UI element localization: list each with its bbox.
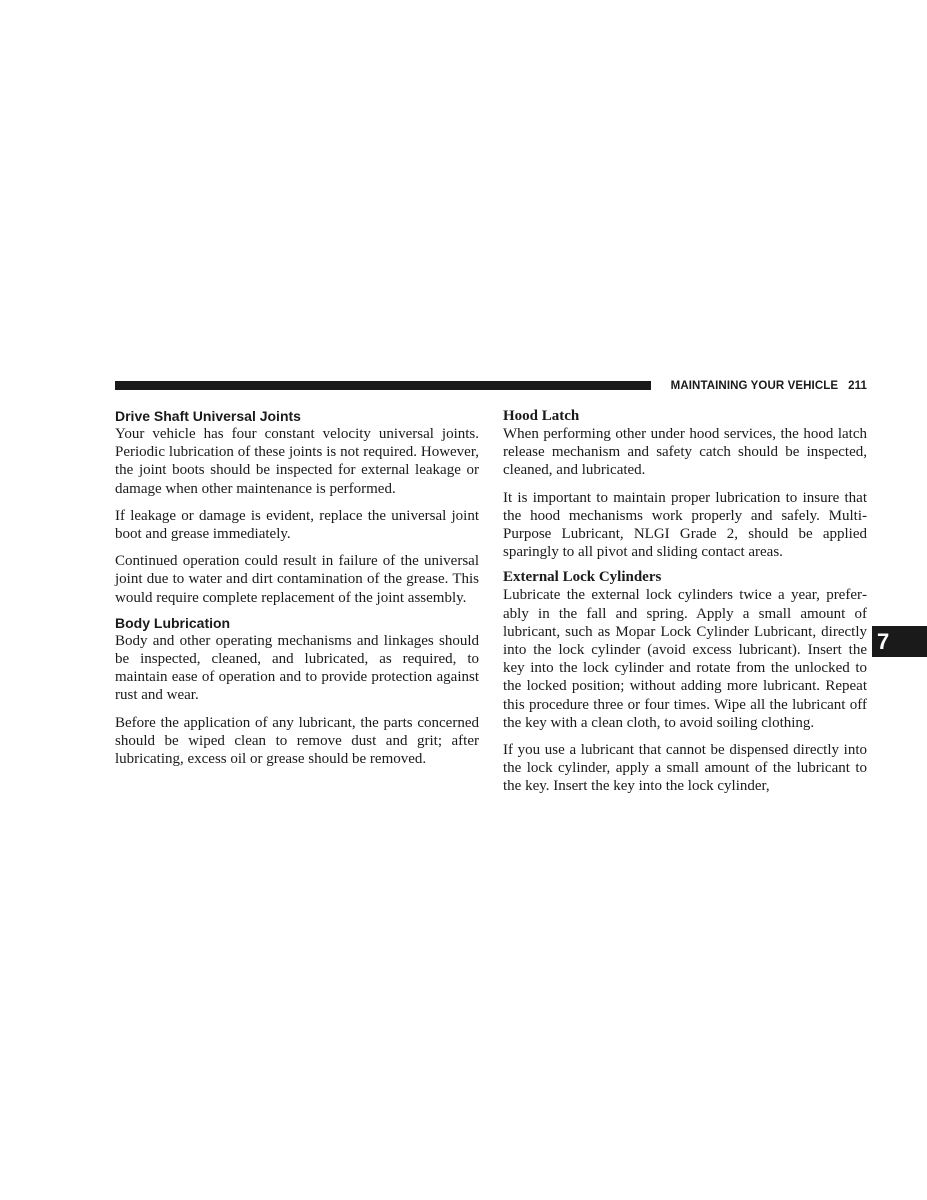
- paragraph: Your vehicle has four constant velocity universal joints. Periodic lubrication of these joints is not required. However, the joint boots should be inspected for external leakage or damage when other maintenance is performed.: [115, 426, 479, 497]
- paragraph: Continued operation could result in failure of the universal joint due to water and dirt contamination of the grease. This would require complete replacement of the joint assembly.: [115, 553, 479, 606]
- section-title: MAINTAINING YOUR VEHICLE: [670, 380, 839, 392]
- header-rule: [115, 381, 651, 390]
- paragraph: Lubricate the external lock cylinders twice a year, preferably in the fall and spring. Apply a small amount of lubricant, such as Mopar Lock Cylinder Lubricant, directly into the lock cylinder (avoid excess lubricant). Insert the key into the lock cylinder and rotate from the unlocked to the locked position; without adding more lubricant. Repeat this procedure three or four times. Wipe all the lubricant off the key with a clean cloth, to avoid soiling clothing.: [503, 587, 867, 731]
- paragraph: It is important to maintain proper lubrication to insure that the hood mechanisms work properly and safely. Multi-Purpose Lubricant, NLGI Grade 2, should be applied sparingly to all pivot and sliding contact areas.: [503, 489, 867, 561]
- heading-hood-latch: Hood Latch: [503, 408, 580, 424]
- heading-body-lubrication: Body Lubrication: [115, 614, 231, 631]
- heading-external-lock-cylinders: External Lock Cylinders: [503, 569, 662, 586]
- chapter-tab: 7: [872, 626, 927, 657]
- page-number: 211: [848, 380, 867, 392]
- left-column: [115, 405, 479, 768]
- running-header: [656, 379, 867, 393]
- paragraph: If you use a lubricant that cannot be dispensed directly into the lock cylinder, apply a small amount of the lubricant to the key. Insert the key into the lock cylinder,: [503, 742, 867, 795]
- right-column: [503, 405, 867, 796]
- heading-drive-shaft-universal-joints: Drive Shaft Universal Joints: [115, 408, 301, 424]
- paragraph: When performing other under hood services, the hood latch release mechanism and safety catch should be inspected, cleaned, and lubricated.: [503, 426, 867, 479]
- paragraph: Body and other operating mechanisms and linkages should be inspected, cleaned, and lubricated, as required, to maintain ease of operation and to provide protection against rust and wear.: [115, 632, 479, 704]
- paragraph: If leakage or damage is evident, replace the universal joint boot and grease immediately.: [115, 507, 479, 543]
- paragraph: Before the application of any lubricant, the parts concerned should be wiped clean to remove dust and grit; after lubricating, excess oil or grease should be removed.: [115, 714, 479, 768]
